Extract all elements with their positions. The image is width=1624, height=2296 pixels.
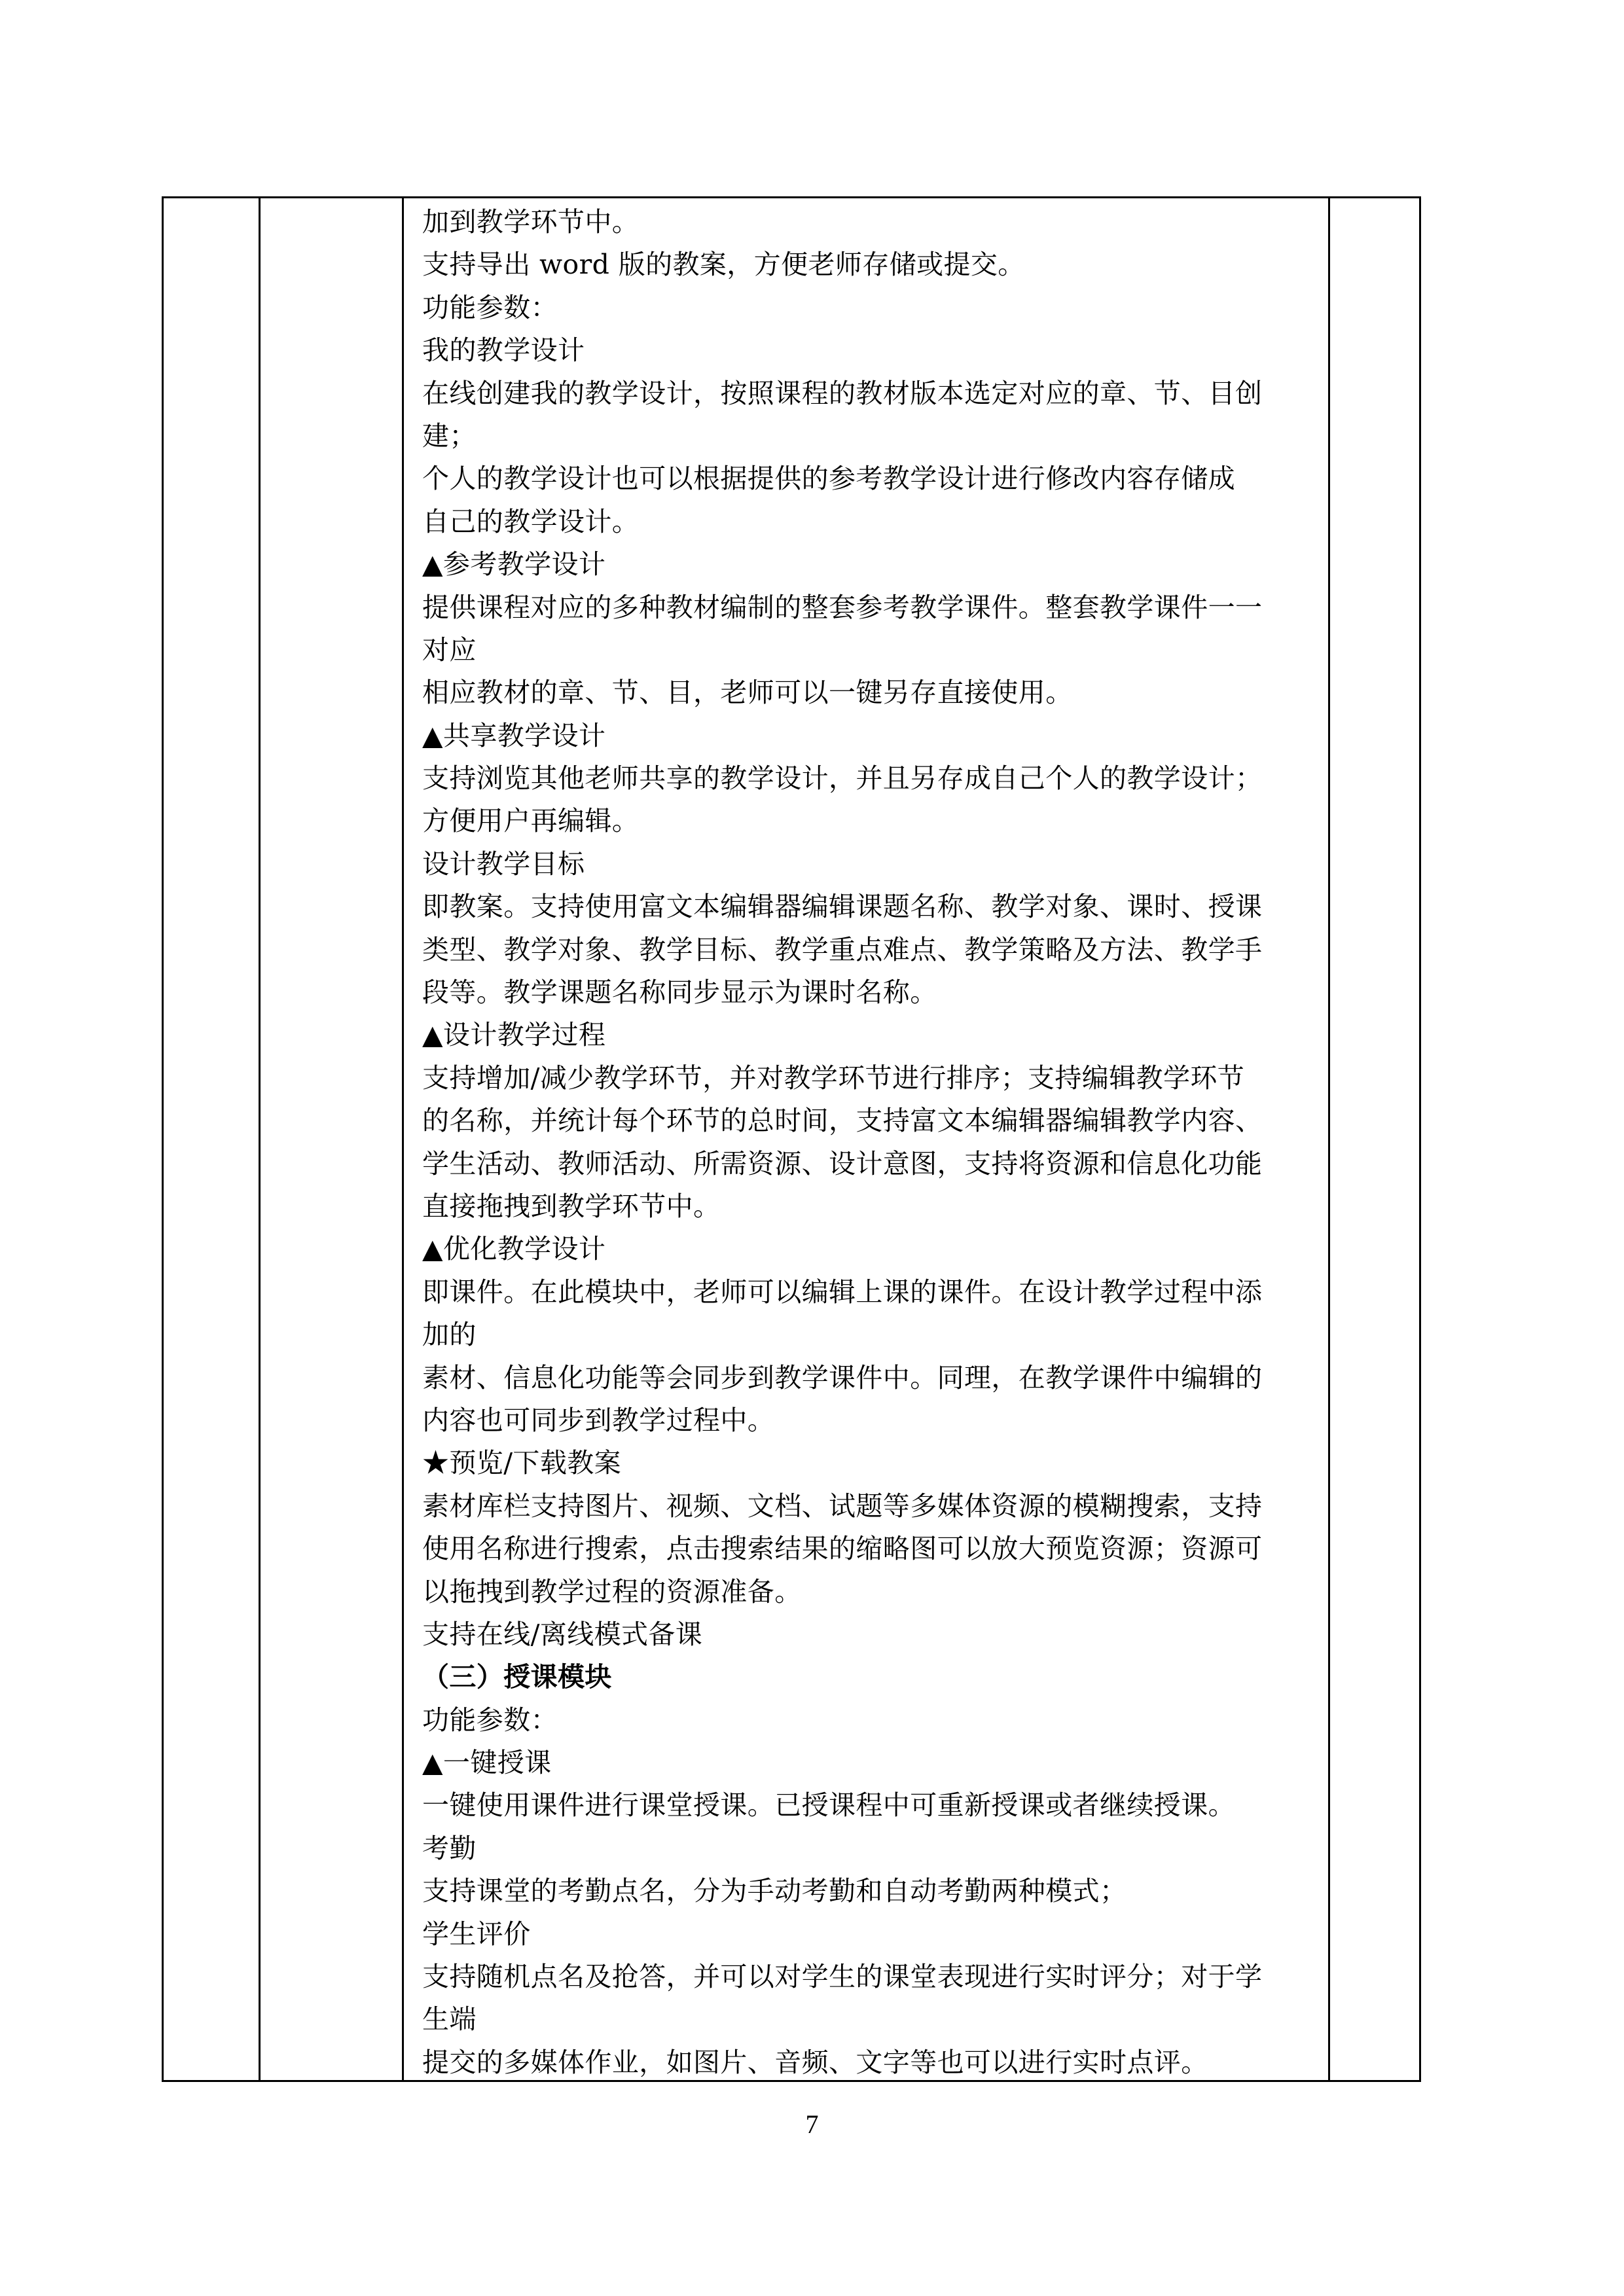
text-line: 支持在线/离线模式备课 [422,1618,703,1650]
text-line: 一键使用课件进行课堂授课。已授课程中可重新授课或者继续授课。 [422,1789,1235,1821]
text-line: 生端 [422,2003,477,2036]
text-line: 素材库栏支持图片、视频、文档、试题等多媒体资源的模糊搜索，支持 [422,1490,1263,1522]
text-line: ★预览/下载教案 [422,1447,622,1479]
text-line: 支持随机点名及抢答，并可以对学生的课堂表现进行实时评分；对于学 [422,1961,1263,1993]
text-line: 的名称，并统计每个环节的总时间，支持富文本编辑器编辑教学内容、 [422,1105,1263,1137]
text-line: 段等。教学课题名称同步显示为课时名称。 [422,977,937,1009]
text-line: 加的 [422,1319,477,1351]
text-line: ▲共享教学设计 [422,719,606,751]
text-line: 即教案。支持使用富文本编辑器编辑课题名称、教学对象、课时、授课 [422,891,1263,923]
text-line: 学生活动、教师活动、所需资源、设计意图，支持将资源和信息化功能 [422,1147,1263,1179]
text-line: 支持导出 word 版的教案，方便老师存储或提交。 [422,249,1025,281]
text-line: 设计教学目标 [422,848,585,880]
text-line: 功能参数： [422,1704,558,1736]
text-line: 方便用户再编辑。 [422,805,640,837]
text-line: ▲参考教学设计 [422,548,606,581]
text-line: 在线创建我的教学设计，按照课程的教材版本选定对应的章、节、目创 [422,377,1263,409]
text-line: 自己的教学设计。 [422,505,640,537]
spec-content-cell [422,198,1339,2084]
column-divider-1 [259,198,261,2080]
text-line: 使用名称进行搜索，点击搜索结果的缩略图可以放大预览资源；资源可 [422,1533,1263,1565]
text-line: 内容也可同步到教学过程中。 [422,1404,775,1436]
text-line: ▲优化教学设计 [422,1233,606,1265]
text-line: 即课件。在此模块中，老师可以编辑上课的课件。在设计教学过程中添 [422,1276,1263,1308]
spec-table [162,196,1421,2082]
page-number: 7 [805,2109,819,2139]
text-line: 考勤 [422,1832,477,1864]
text-line: 提交的多媒体作业，如图片、音频、文字等也可以进行实时点评。 [422,2046,1208,2078]
text-line: 加到教学环节中。 [422,206,640,238]
text-line: 个人的教学设计也可以根据提供的参考教学设计进行修改内容存储成 [422,463,1235,495]
section-heading: （三）授课模块 [422,1661,612,1693]
text-line: ▲设计教学过程 [422,1019,606,1051]
text-line: 素材、信息化功能等会同步到教学课件中。同理，在教学课件中编辑的 [422,1361,1263,1393]
text-line: 我的教学设计 [422,334,585,367]
text-line: 支持课堂的考勤点名，分为手动考勤和自动考勤两种模式； [422,1875,1127,1907]
text-line: 直接拖拽到教学环节中。 [422,1190,721,1222]
text-line: 类型、教学对象、教学目标、教学重点难点、教学策略及方法、教学手 [422,933,1263,965]
text-line: 功能参数： [422,291,558,323]
text-line: 支持浏览其他老师共享的教学设计，并且另存成自己个人的教学设计； [422,762,1263,795]
text-line: 支持增加/减少教学环节，并对教学环节进行排序；支持编辑教学环节 [422,1062,1245,1094]
text-line: 建； [422,420,477,452]
text-line: 学生评价 [422,1918,531,1950]
text-line: 相应教材的章、节、目，老师可以一键另存直接使用。 [422,677,1073,709]
text-line: 以拖拽到教学过程的资源准备。 [422,1575,802,1607]
text-line: ▲一键授课 [422,1747,552,1779]
text-line: 对应 [422,634,477,666]
text-line: 提供课程对应的多种教材编制的整套参考教学课件。整套教学课件一一 [422,591,1263,623]
column-divider-2 [402,198,404,2080]
